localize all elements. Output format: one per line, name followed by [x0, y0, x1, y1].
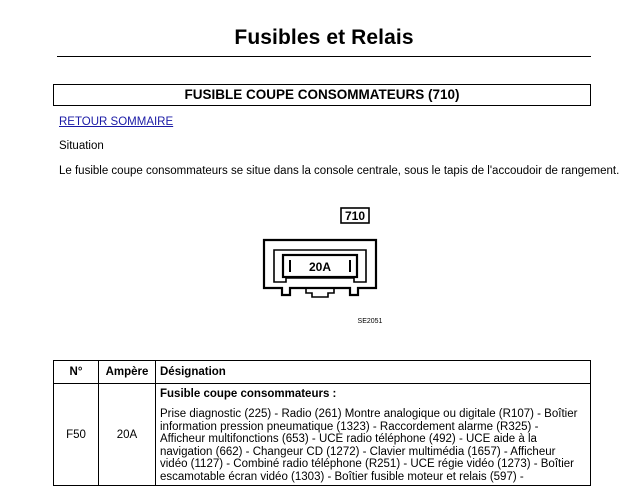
situation-label: Situation — [59, 140, 104, 152]
fuse-table — [53, 360, 591, 486]
figure-code: SE2051 — [357, 318, 383, 325]
designation-title-suffix: : — [329, 388, 337, 400]
fuse-diagram — [250, 205, 390, 330]
location-paragraph: Le fusible coupe consommateurs se situe dans la console centrale, sous le tapis de l'accoudoir de rangement. — [59, 165, 620, 177]
back-to-summary-link[interactable]: RETOUR SOMMAIRE — [59, 116, 174, 128]
cell-designation — [156, 384, 591, 486]
table-header-row — [54, 361, 591, 384]
fuse-bottom-tab — [306, 288, 334, 297]
table-row — [54, 384, 591, 486]
fuse-rating-label: 20A — [308, 260, 332, 274]
designation-title: Fusible coupe consommateurs — [160, 388, 330, 400]
header-designation: Désignation — [156, 361, 591, 384]
header-number: N° — [54, 361, 99, 384]
designation-title-line — [160, 388, 586, 400]
page-title: Fusibles et Relais — [234, 26, 414, 49]
designation-text: Prise diagnostic (225) - Radio (261) Montre analogique ou digitale (R107) - Boîtier information pression pneumatique (1323) - Raccordement alarme (R325) - Afficheur multifonctions (653) - UCE radio téléphone (492) - UCE aide à la navigation (662) - Changeur CD (1272) - Clavier multimédia (1657) - Afficheur vidéo (1127) - Combiné radio téléphone (R251) - UCE régie vidéo (1273) - Boîtier escamotable écran vidéo (1303) - Boîtier fusible moteur et relais (597) - — [160, 408, 578, 483]
title-divider — [57, 56, 591, 57]
header-ampere: Ampère — [99, 361, 156, 384]
cell-number: F50 — [54, 384, 99, 486]
cell-ampere: 20A — [99, 384, 156, 486]
section-heading: FUSIBLE COUPE CONSOMMATEURS (710) — [53, 84, 591, 106]
fuse-ref-label: 710 — [344, 209, 366, 223]
